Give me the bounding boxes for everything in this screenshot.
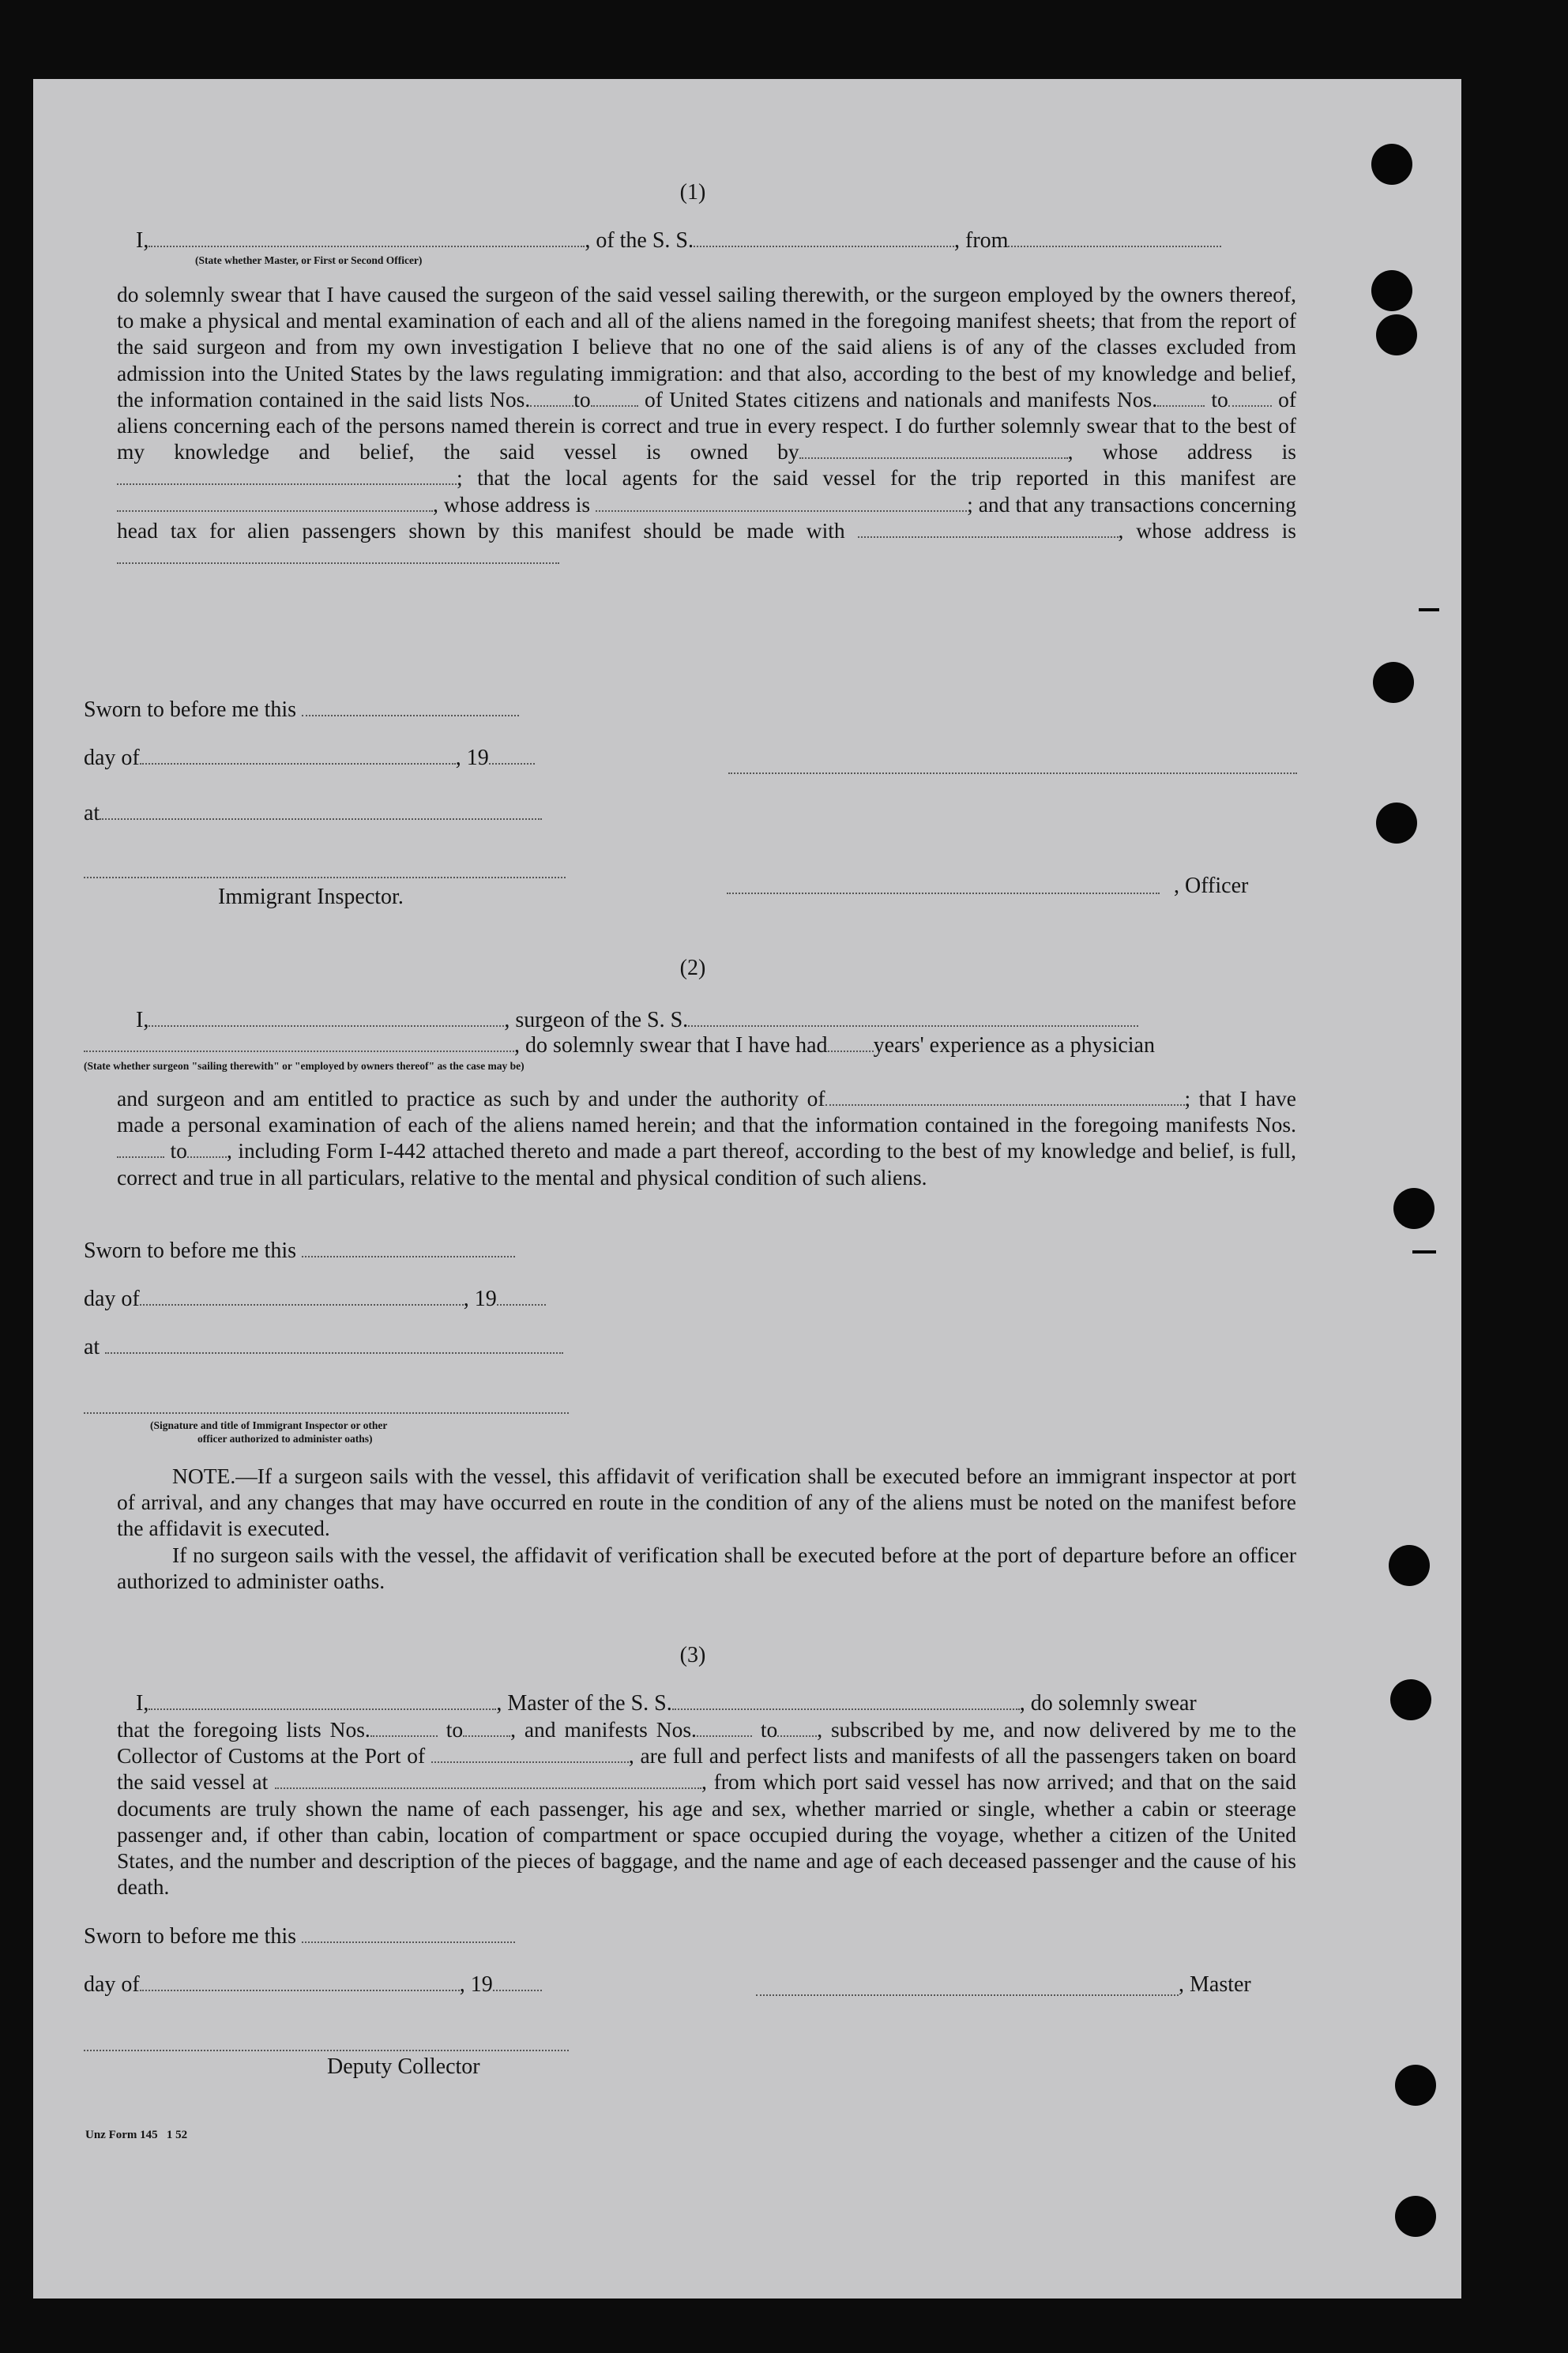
authority-field[interactable] (825, 1088, 1185, 1106)
section-3-number: (3) (679, 1643, 706, 1667)
head-tax-address-field[interactable] (117, 547, 559, 564)
signature-note-line-1: (Signature and title of Immigrant Inspector or other (150, 1419, 388, 1431)
section-2-number: (2) (679, 956, 706, 980)
day-of-field-3[interactable] (140, 1974, 460, 1991)
manifests-from-field[interactable] (1157, 389, 1205, 407)
officer-signature-line[interactable] (727, 893, 1160, 894)
section-3-paragraph: that the foregoing lists Nos. to , and manifests Nos. to , subscribed by me, and now delivered by me to the Collector of Customs at the Port of , are full and perfect lists and manifests of all the passengers taken on board the said vessel at , from which port said vessel has now arrived; and that on the said documents are truly shown the name of each passenger, his age and sex, whether married or single, whether a cabin or steerage passenger and, if other than cabin, location of compartment or space occupied during the voyage, whether a citizen of the United States, and the number and description of the pieces of baggage, and the name and age of each deceased passenger and the cause of his death. (117, 1717, 1297, 1900)
section-2-paragraph: and surgeon and am entitled to practice as such by and under the authority of ; that I have made a personal examination of each of the aliens named herein; and that the information contained in the foregoing manifests Nos. to , including Form I-442 attached thereto and made a part thereof, according to the best of my knowledge and belief, is full, correct and true in all particulars, relative to the mental and physical condition of such aliens. (117, 1086, 1297, 1190)
years-field[interactable] (828, 1035, 874, 1052)
section-2-day-of: day of , 19 (84, 1286, 546, 1313)
punch-hole-2 (1371, 270, 1412, 311)
from-port-field[interactable] (1008, 230, 1221, 247)
section-2-line-2: , do solemnly swear that I have had years' experience as a physician (84, 1032, 1155, 1059)
deputy-collector-label: Deputy Collector (327, 2054, 480, 2079)
inspector-signature-line-2[interactable] (84, 1412, 569, 1414)
day-of-field-1[interactable] (140, 747, 456, 765)
surgeon-manifests-from-field[interactable] (117, 1141, 164, 1158)
section-1-day-of: day of , 19 (84, 745, 535, 772)
lists-to-field[interactable] (591, 389, 638, 407)
section-2-at: at (84, 1334, 563, 1361)
boarding-port-field[interactable] (275, 1772, 701, 1789)
sworn-date-field-1[interactable] (302, 699, 519, 716)
section-3-sworn: Sworn to before me this (84, 1923, 515, 1950)
sworn-date-field-2[interactable] (302, 1240, 515, 1257)
punch-hole-10 (1395, 2196, 1436, 2237)
master-manifests-to-field[interactable] (777, 1720, 817, 1737)
head-tax-field[interactable] (858, 521, 1119, 538)
sworn-date-field-3[interactable] (302, 1926, 515, 1943)
section-3-day-of: day of , 19 (84, 1971, 542, 1998)
section-2-sworn: Sworn to before me this (84, 1238, 515, 1265)
day-of-field-2[interactable] (140, 1288, 464, 1306)
section-3-line-1: I, , Master of the S. S. , do solemnly swear (136, 1691, 1197, 1716)
master-lists-from-field[interactable] (370, 1720, 438, 1737)
edge-mark-1 (1419, 608, 1439, 611)
owner-field[interactable] (799, 442, 1068, 459)
section-1-paragraph: do solemnly swear that I have caused the surgeon of the said vessel sailing therewith, or the surgeon employed by the owners thereof, to make a physical and mental examination of each and all of the aliens named in the foregoing manifest sheets; that from the report of the said surgeon and from my own investigation I believe that no one of the said aliens is of any of the classes excluded from admission into the United States by the laws regulating immigration: and that also, according to the best of my knowledge and belief, the information contained in the said lists Nos. to of United States citizens and nationals and manifests Nos. to of aliens concerning each of the persons named therein is correct and true in every respect. I do further solemnly swear that to the best of my knowledge and belief, the said vessel is owned by , whose address is ; that the local agents for the said vessel for the trip reported in this manifest are , whose address is ; and that any transactions concerning head tax for alien passengers shown by this manifest should be made with , whose address is (117, 281, 1296, 569)
surgeon-name-field[interactable] (149, 1009, 504, 1027)
port-field[interactable] (431, 1746, 629, 1763)
punch-hole-8 (1390, 1679, 1431, 1720)
section-1-at: at (84, 800, 542, 827)
punch-hole-9 (1395, 2065, 1436, 2106)
officer-label: , Officer (1174, 874, 1249, 898)
edge-mark-2 (1412, 1250, 1436, 1254)
at-field-2[interactable] (105, 1336, 563, 1354)
punch-hole-5 (1376, 803, 1417, 844)
section-1-sworn: Sworn to before me this (84, 697, 519, 724)
deputy-signature-line[interactable] (84, 2050, 569, 2051)
vessel-name-field[interactable] (694, 230, 954, 247)
at-field-1[interactable] (100, 803, 542, 820)
surgeon-manifests-to-field[interactable] (187, 1141, 227, 1158)
lists-from-field[interactable] (530, 389, 573, 407)
signature-note-line-2: officer authorized to administer oaths) (197, 1433, 373, 1445)
note-paragraph-2: If no surgeon sails with the vessel, the affidavit of verification shall be executed before at the port of departure before an officer authorized to administer oaths. (117, 1543, 1296, 1594)
punch-hole-6 (1393, 1188, 1435, 1229)
master-lists-to-field[interactable] (463, 1720, 510, 1737)
inspector-signature-line-1[interactable] (84, 877, 566, 878)
year-field-1[interactable] (489, 747, 535, 765)
master-signature-line[interactable] (756, 1994, 1179, 1996)
agents-address-field[interactable] (596, 494, 967, 512)
note-paragraph-1: NOTE.—If a surgeon sails with the vessel, this affidavit of verification shall be executed before an immigrant inspector at port of arrival, and any changes that may have occurred en route in the condition of any of the aliens must be noted on the manifest before the affidavit is executed. (117, 1464, 1296, 1541)
immigrant-inspector-label: Immigrant Inspector. (218, 885, 404, 909)
section-1-line-1: I, , of the S. S. , from (136, 227, 1221, 254)
master-name-field[interactable] (149, 1693, 496, 1710)
form-sheet (33, 79, 1461, 2298)
officer-note: (State whether Master, or First or Second Officer) (195, 254, 423, 266)
section-2-line-1: I, , surgeon of the S. S. (136, 1007, 1138, 1034)
owner-address-field[interactable] (117, 468, 457, 485)
master-vessel-field[interactable] (672, 1693, 1020, 1710)
surgeon-status-field[interactable] (84, 1035, 514, 1052)
form-identifier: Unz Form 145 1 52 (85, 2129, 188, 2141)
punch-hole-3 (1376, 314, 1417, 355)
manifests-to-field[interactable] (1228, 389, 1272, 407)
officer-signature-line-upper[interactable] (728, 772, 1297, 774)
officer-title-field[interactable] (149, 230, 585, 247)
year-field-2[interactable] (497, 1288, 546, 1306)
master-label: , Master (1179, 1972, 1251, 1997)
punch-hole-7 (1389, 1545, 1430, 1586)
year-field-3[interactable] (493, 1974, 542, 1991)
surgeon-vessel-field[interactable] (688, 1009, 1138, 1027)
section-1-number: (1) (679, 180, 706, 205)
local-agents-field[interactable] (117, 494, 433, 512)
master-manifests-from-field[interactable] (697, 1720, 752, 1737)
punch-hole-1 (1371, 144, 1412, 185)
punch-hole-4 (1373, 662, 1414, 703)
surgeon-note: (State whether surgeon "sailing therewith" or "employed by owners thereof" as the case may be) (84, 1060, 525, 1072)
